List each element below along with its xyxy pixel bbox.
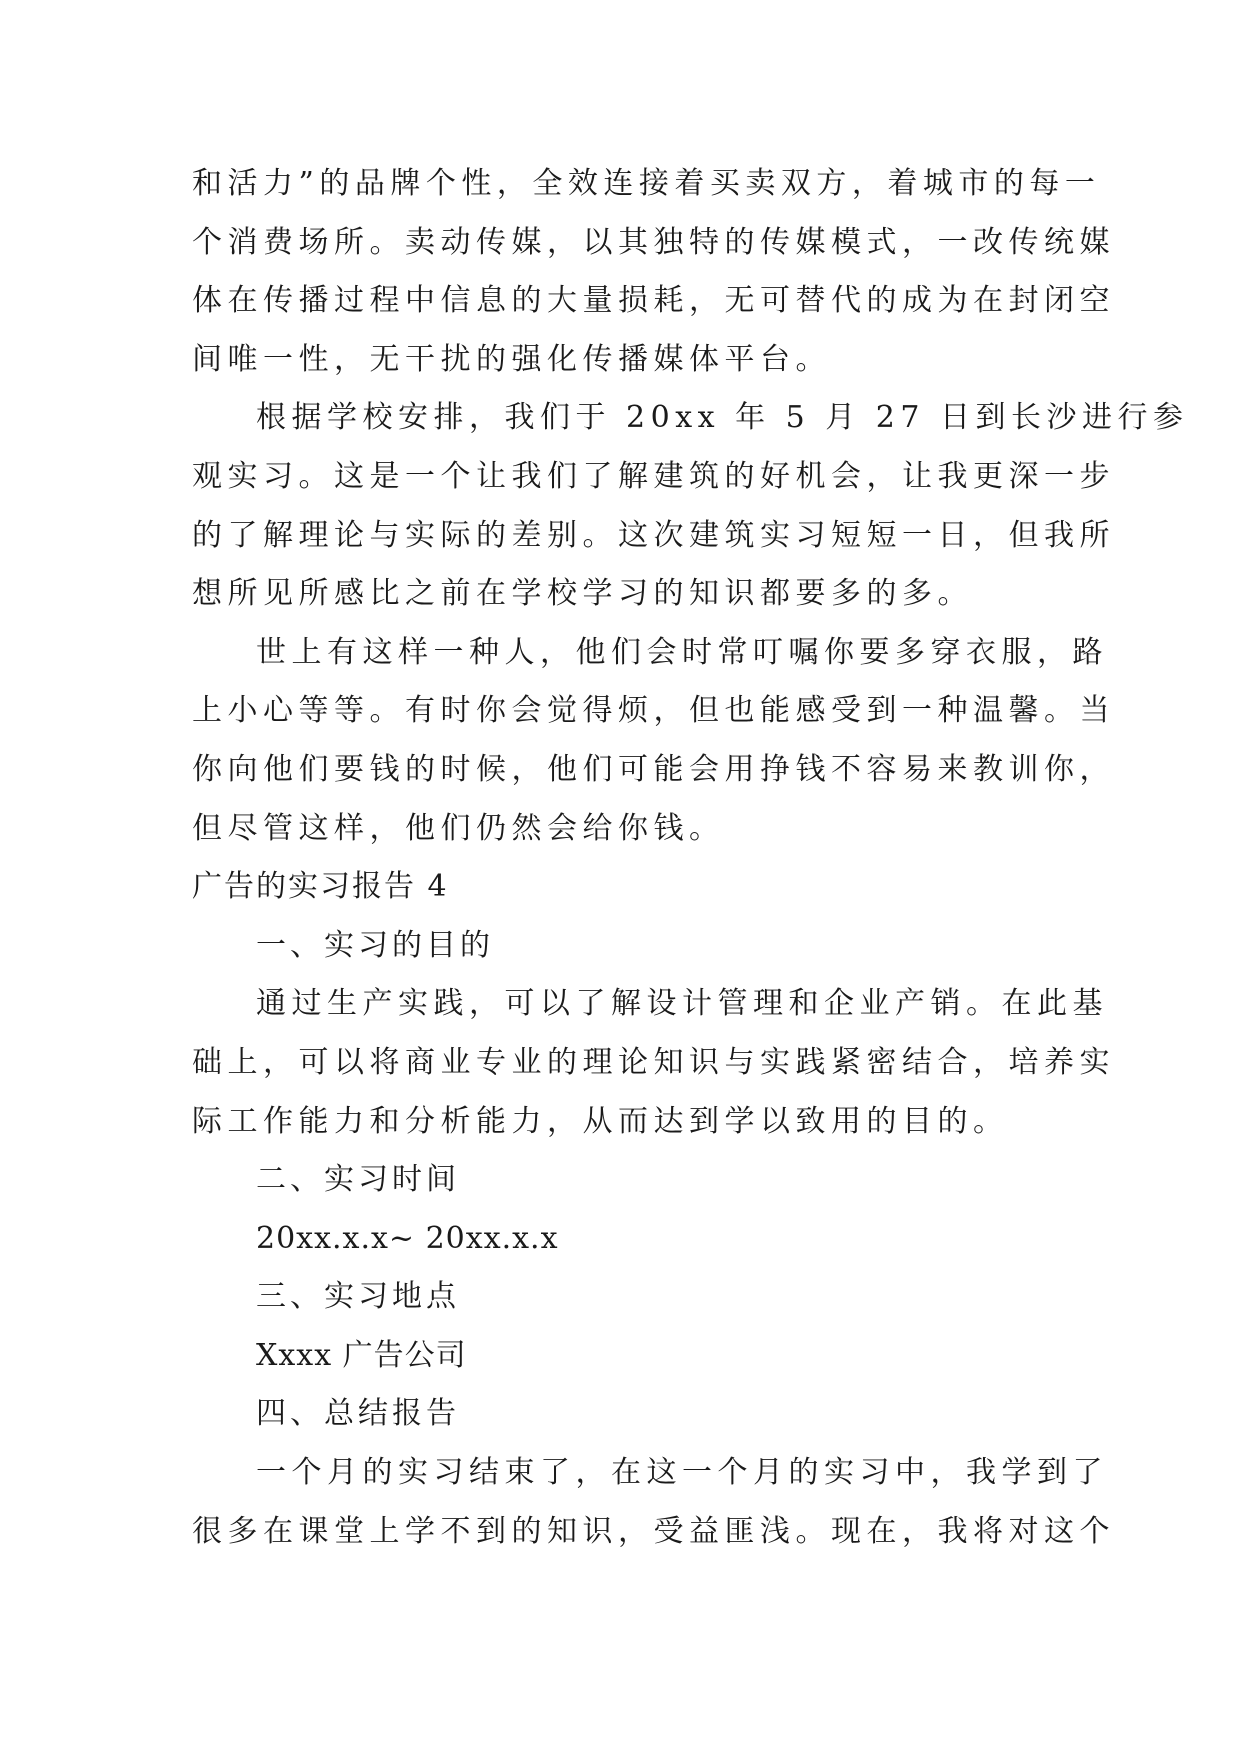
text-line: 个消费场所。卖动传媒，以其独特的传媒模式，一改传统媒 (192, 224, 1115, 260)
date-range: 20xx.x.x~ 20xx.x.x (256, 1220, 559, 1256)
section-heading: 三、实习地点 (256, 1279, 460, 1315)
location-text: Xxxx 广告公司 (256, 1337, 467, 1373)
text-line: 观实习。这是一个让我们了解建筑的好机会，让我更深一步 (192, 458, 1115, 494)
paragraph-start-line: 根据学校安排，我们于 20xx 年 5 月 27 日到长沙进行参 (256, 400, 1189, 436)
section-heading: 一、实习的目的 (256, 927, 494, 963)
text-line: 的了解理论与实际的差别。这次建筑实习短短一日，但我所 (192, 517, 1115, 553)
text-line: 际工作能力和分析能力，从而达到学以致用的目的。 (192, 1103, 1009, 1139)
text-line: 很多在课堂上学不到的知识，受益匪浅。现在，我将对这个 (192, 1513, 1115, 1549)
section-heading: 四、总结报告 (256, 1396, 460, 1432)
text-line: 你向他们要钱的时候，他们可能会用挣钱不容易来教训你， (192, 751, 1115, 787)
text-line: 体在传播过程中信息的大量损耗，无可替代的成为在封闭空 (192, 283, 1115, 319)
text-line: 想所见所感比之前在学校学习的知识都要多的多。 (192, 576, 973, 612)
text-line: 但尽管这样，他们仍然会给你钱。 (192, 810, 725, 846)
text-line: 和活力”的品牌个性，全效连接着买卖双方，着城市的每一 (192, 166, 1101, 201)
paragraph-start-line: 一个月的实习结束了，在这一个月的实习中，我学到了 (256, 1455, 1108, 1491)
paragraph-start-line: 世上有这样一种人，他们会时常叮嘱你要多穿衣服，路 (256, 634, 1108, 670)
section-title: 广告的实习报告 4 (192, 869, 449, 905)
section-heading: 二、实习时间 (256, 1162, 460, 1198)
paragraph-start-line: 通过生产实践，可以了解设计管理和企业产销。在此基 (256, 986, 1108, 1022)
document-page (192, 155, 1189, 1561)
text-line: 上小心等等。有时你会觉得烦，但也能感受到一种温馨。当 (192, 693, 1115, 729)
text-line: 间唯一性，无干扰的强化传播媒体平台。 (192, 341, 831, 377)
text-line: 础上，可以将商业专业的理论知识与实践紧密结合，培养实 (192, 1044, 1115, 1080)
